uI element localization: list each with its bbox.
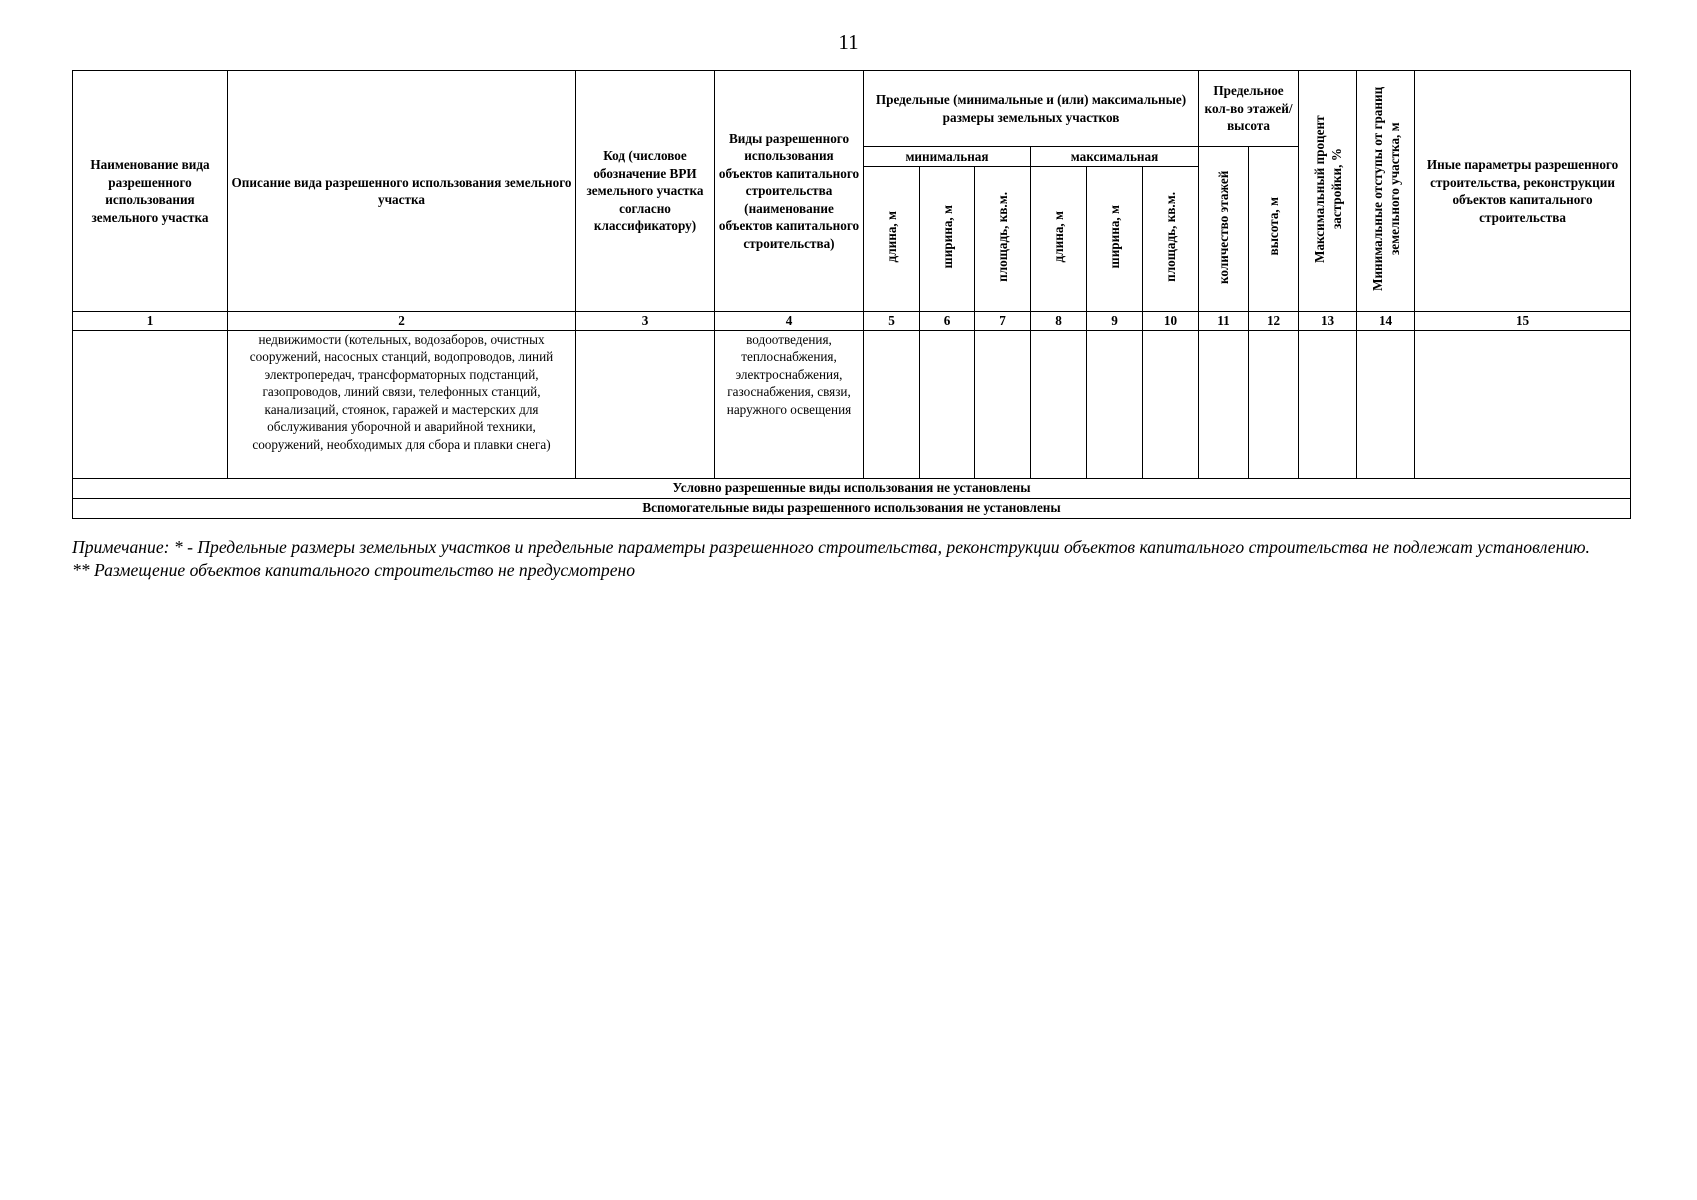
header-floors-count-label: количество этажей: [1216, 170, 1232, 284]
column-number: 5: [864, 312, 920, 331]
column-number: 11: [1199, 312, 1249, 331]
column-number: 4: [715, 312, 864, 331]
row-cell: [1087, 330, 1143, 478]
header-min-length-label: длина, м: [884, 211, 899, 263]
header-min-length: [864, 167, 920, 312]
column-number: 6: [920, 312, 975, 331]
header-maximum: максимальная: [1031, 147, 1199, 167]
header-max-area: [1143, 167, 1199, 312]
header-height-label: высота, м: [1266, 197, 1282, 256]
header-min-setback: [1357, 71, 1415, 312]
conditional-uses-row: Условно разрешенные виды использования не установлены: [73, 478, 1631, 498]
column-number: 2: [228, 312, 576, 331]
row-cell: [1143, 330, 1199, 478]
column-number: 14: [1357, 312, 1415, 331]
column-number: 12: [1249, 312, 1299, 331]
column-number: 10: [1143, 312, 1199, 331]
header-max-width-label: ширина, м: [1107, 205, 1122, 269]
column-number: 8: [1031, 312, 1087, 331]
column-number: 7: [975, 312, 1031, 331]
header-capital-objects: Виды разрешенного использования объектов капитального строительства (наименование объектов капитального строительства): [715, 71, 864, 312]
header-min-setback-label: Минимальные отступы от границ земельного участка, м: [1369, 86, 1402, 291]
row-cell: [975, 330, 1031, 478]
row-use-name: [73, 330, 228, 478]
land-use-table: [72, 70, 1631, 519]
row-cell: [1249, 330, 1299, 478]
header-use-name: Наименование вида разрешенного использования земельного участка: [73, 71, 228, 312]
row-capital-objects: водоотведения, теплоснабжения, электроснабжения, газоснабжения, связи, наружного освещения: [715, 330, 864, 478]
header-min-width-label: ширина, м: [939, 205, 955, 269]
header-use-description: Описание вида разрешенного использования земельного участка: [228, 71, 576, 312]
header-max-length-label: длина, м: [1051, 211, 1066, 263]
column-number: 3: [576, 312, 715, 331]
header-min-area-label: площадь, кв.м.: [995, 191, 1010, 282]
note-line-2: ** Размещение объектов капитального строительство не предусмотрено: [72, 559, 636, 580]
notes: [72, 536, 1632, 581]
page-number: 11: [838, 30, 859, 54]
row-cell: [864, 330, 920, 478]
row-cell: [1357, 330, 1415, 478]
header-code: Код (числовое обозначение ВРИ земельного участка согласно классификатору): [576, 71, 715, 312]
header-minimum: минимальная: [864, 147, 1031, 167]
header-max-width: [1087, 167, 1143, 312]
row-code: [576, 330, 715, 478]
header-plot-size-limits: Предельные (минимальные и (или) максимальные) размеры земельных участков: [864, 71, 1199, 147]
header-floors-limit: Предельное кол-во этажей/ высота: [1199, 71, 1299, 147]
column-number: 1: [73, 312, 228, 331]
column-number: 13: [1299, 312, 1357, 331]
note-line-1: Примечание: * - Предельные размеры земельных участков и предельные параметры разрешенного строительства, реконструкции объектов капитального строительства не подлежат установлению.: [72, 537, 1590, 557]
column-number: 9: [1087, 312, 1143, 331]
header-max-area-label: площадь, кв.м.: [1163, 191, 1179, 282]
row-use-description: недвижимости (котельных, водозаборов, очистных сооружений, насосных станций, водопроводов, линий электропередач, трансформаторных подстанций, газопроводов, линий связи, телефонных станций, канализаций, стоянок, гаражей и мастерских для обслуживания уборочной и аварийной техники, сооружений, необходимых для сбора и плавки снега): [228, 330, 576, 478]
auxiliary-uses-row: Вспомогательные виды разрешенного использования не установлены: [73, 498, 1631, 518]
row-cell: [920, 330, 975, 478]
column-number-row: [73, 312, 1631, 331]
header-max-length: [1031, 167, 1087, 312]
header-max-percent-label: Максимальный процент застройки, %: [1311, 114, 1344, 263]
header-height: [1249, 147, 1299, 312]
column-number: 15: [1415, 312, 1631, 331]
row-cell: [1031, 330, 1087, 478]
header-other-params: Иные параметры разрешенного строительства, реконструкции объектов капитального строительства: [1415, 71, 1631, 312]
header-min-area: [975, 167, 1031, 312]
header-min-width: [920, 167, 975, 312]
row-cell: [1415, 330, 1631, 478]
header-max-percent: [1299, 71, 1357, 312]
header-floors-count: [1199, 147, 1249, 312]
table-row: [73, 330, 1631, 478]
row-cell: [1299, 330, 1357, 478]
row-cell: [1199, 330, 1249, 478]
